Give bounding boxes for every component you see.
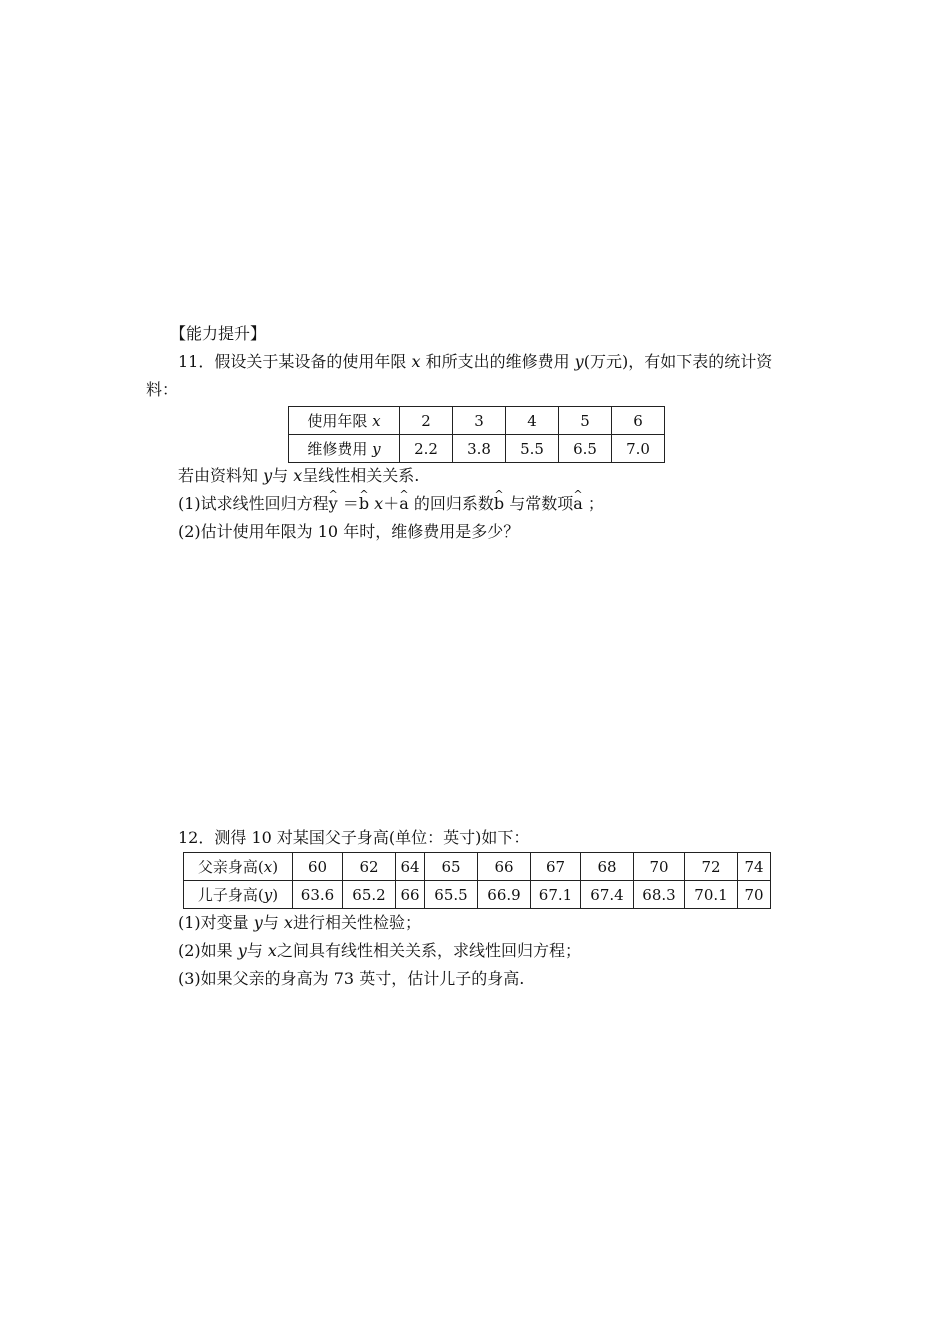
table-row (289, 407, 665, 435)
q11-row1-label: 使用年限 x (289, 407, 400, 435)
table-cell: 66.9 (478, 881, 531, 909)
table-cell: 63.6 (293, 881, 343, 909)
table-cell: 5.5 (506, 435, 559, 463)
table-cell: 3.8 (453, 435, 506, 463)
q11-var-y: y (574, 352, 584, 371)
q11-intro-a: 11．假设关于某设备的使用年限 (178, 352, 412, 371)
table-cell: 66 (478, 853, 531, 881)
q12-part2: (2)如果 y与 x之间具有线性相关关系，求线性回归方程； (178, 941, 581, 960)
q11-table (288, 406, 665, 463)
table-cell: 65.5 (425, 881, 478, 909)
q11-intro-b: 和所支出的维修费用 (420, 352, 575, 371)
table-cell: 66 (396, 881, 425, 909)
table-cell: 62 (343, 853, 396, 881)
q11-note: 若由资料知 y与 x呈线性相关关系. (178, 466, 420, 485)
q11-row2-label: 维修费用 y (289, 435, 400, 463)
table-cell: 70 (738, 881, 771, 909)
table-cell: 68.3 (634, 881, 685, 909)
table-cell: 60 (293, 853, 343, 881)
q12-intro: 12．测得 10 对某国父子身高(单位：英寸)如下： (178, 828, 530, 847)
table-row (184, 853, 771, 881)
table-cell: 72 (685, 853, 738, 881)
table-cell: 3 (453, 407, 506, 435)
table-cell: 2.2 (400, 435, 453, 463)
q12-part3: (3)如果父亲的身高为 73 英寸，估计儿子的身高. (178, 969, 525, 988)
table-row (289, 435, 665, 463)
q11-var-x: x (411, 352, 421, 371)
table-cell: 67 (531, 853, 581, 881)
table-cell: 70 (634, 853, 685, 881)
table-cell: 65 (425, 853, 478, 881)
q11-intro-line1 (178, 351, 772, 373)
q12-part1: (1)对变量 y与 x进行相关性检验； (178, 913, 421, 932)
table-cell: 70.1 (685, 881, 738, 909)
table-cell: 6.5 (559, 435, 612, 463)
table-cell: 67.1 (531, 881, 581, 909)
q11-part2: (2)估计使用年限为 10 年时，维修费用是多少？ (178, 522, 520, 541)
table-cell: 4 (506, 407, 559, 435)
table-cell: 6 (612, 407, 665, 435)
q11-intro-c: (万元)，有如下表的统计资 (583, 352, 773, 371)
table-cell: 68 (581, 853, 634, 881)
q12-row1-label: 父亲身高(x) (184, 853, 293, 881)
section-title: 【能力提升】 (170, 324, 267, 343)
q12-row2-label: 儿子身高(y) (184, 881, 293, 909)
table-cell: 7.0 (612, 435, 665, 463)
q11-intro-line2: 料： (146, 380, 179, 399)
q12-table (183, 852, 771, 909)
table-cell: 2 (400, 407, 453, 435)
table-row (184, 881, 771, 909)
table-cell: 67.4 (581, 881, 634, 909)
table-cell: 65.2 (343, 881, 396, 909)
table-cell: 74 (738, 853, 771, 881)
table-cell: 64 (396, 853, 425, 881)
q11-part1: (1)试求线性回归方程^ y ＝^ b x＋^ a 的回归系数^ b 与常数项^ a ； (178, 493, 604, 515)
table-cell: 5 (559, 407, 612, 435)
